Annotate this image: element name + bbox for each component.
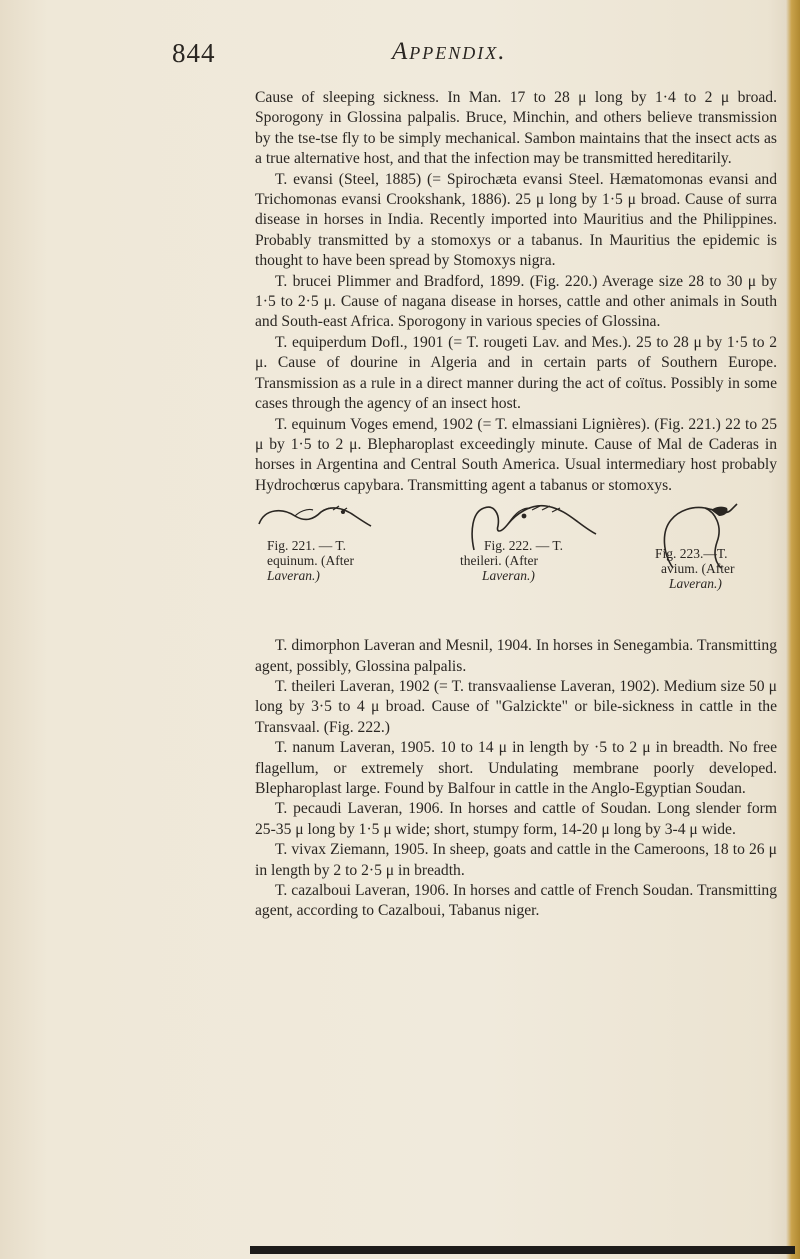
paragraph: T. cazalboui Laveran, 1906. In horses and cattle of French Soudan. Transmitting agent, according to Cazalboui, Tabanus niger. bbox=[255, 882, 777, 920]
paragraph: T. dimorphon Laveran and Mesnil, 1904. In horses in Senegambia. Transmitting agent, possibly, Glossina palpalis. bbox=[255, 637, 777, 675]
paragraph: T. equiperdum Dofl., 1901 (= T. rougeti Lav. and Mes.). 25 to 28 μ by 1·5 to 2 μ. Cause of dourine in Algeria and in certain parts of Southern Europe. Transmission as a rule in a direct manner during the act of coïtus. Possibly in some cases through the agency of an insect host. bbox=[255, 333, 777, 413]
paragraph: T. equinum Voges emend, 1902 (= T. elmassiani Lignières). (Fig. 221.) 22 to 25 μ by 1·5 to 2 μ. Blepharoplast exceedingly minute. Cause of Mal de Caderas in horses in Argentina and Central South America. Usual intermediary host probably Hydrochœrus capybara. Transmitting agent a tabanus or stomoxys. bbox=[255, 415, 777, 494]
figure-caption: Fig. 221. — T. equinum. (After Laveran.) bbox=[267, 538, 354, 584]
paragraph: T. nanum Laveran, 1905. 10 to 14 μ in length by ·5 to 2 μ in breadth. No free flagellum, or extremely short. Undulating membrane poorly developed. Blepharoplast large. Found by Balfour in cattle in the Anglo-Egyptian Soudan. bbox=[255, 739, 777, 797]
bottom-edge-shadow bbox=[250, 1246, 795, 1254]
paragraph: T. theileri Laveran, 1902 (= T. transvaaliense Laveran, 1902). Medium size 50 μ long by 3·5 to 4 μ broad. Cause of "Galzickte" or bile-sickness in cattle in the Transvaal. (Fig. 222.) bbox=[255, 677, 777, 736]
paragraph: T. evansi (Steel, 1885) (= Spirochæta evansi Steel. Hæmatomonas evansi and Trichomonas evansi Crookshank, 1886). 25 μ long by 1·5 μ broad. Cause of surra disease in horses in India. Recently imported into Mauritius and the Philippines. Probably transmitted by a stomoxys or a tabanus. In Mauritius the epidemic is thought to have been spread by Stomoxys nigra. bbox=[255, 170, 777, 270]
paragraph: T. vivax Ziemann, 1905. In sheep, goats and cattle in the Cameroons, 18 to 26 μ in length by 2 to 2·5 μ in breadth. bbox=[255, 841, 777, 879]
book-spine-edge bbox=[786, 0, 800, 1259]
figure-caption: Fig. 222. — T. theileri. (After Laveran.) bbox=[460, 538, 564, 584]
page-header bbox=[172, 38, 732, 74]
figure-row bbox=[255, 502, 777, 632]
figure-221 bbox=[255, 502, 425, 632]
paragraph: T. pecaudi Laveran, 1906. In horses and cattle of Soudan. Long slender form 25-35 μ long by 1·5 μ wide; short, stumpy form, 14-20 μ long by 3-4 μ wide. bbox=[255, 800, 777, 838]
paragraph: Cause of sleeping sickness. In Man. 17 to 28 μ long by 1·4 to 2 μ broad. Sporogony in Glossina palpalis. Bruce, Minchin, and others believe transmission by the tse-tse fly to be simply mechanical. Sambon maintains that the insect acts as a true alternative host, and that the infection may be transmitted hereditarily. bbox=[255, 89, 777, 168]
figure-caption: Fig. 223.—T. avium. (After Laveran.) bbox=[655, 546, 735, 592]
figure-223 bbox=[655, 502, 775, 632]
body-text bbox=[255, 88, 777, 922]
figure-222 bbox=[460, 502, 620, 632]
paragraph: T. brucei Plimmer and Bradford, 1899. (Fig. 220.) Average size 28 to 30 μ by 1·5 to 2·5 μ. Cause of nagana disease in horses, cattle and other animals in South and South-east Africa. Sporogony in various species of Glossina. bbox=[255, 272, 777, 331]
trypanosome-equinum-illustration bbox=[255, 502, 375, 542]
running-head: Appendix. bbox=[392, 38, 507, 65]
page-number: 844 bbox=[172, 38, 216, 68]
